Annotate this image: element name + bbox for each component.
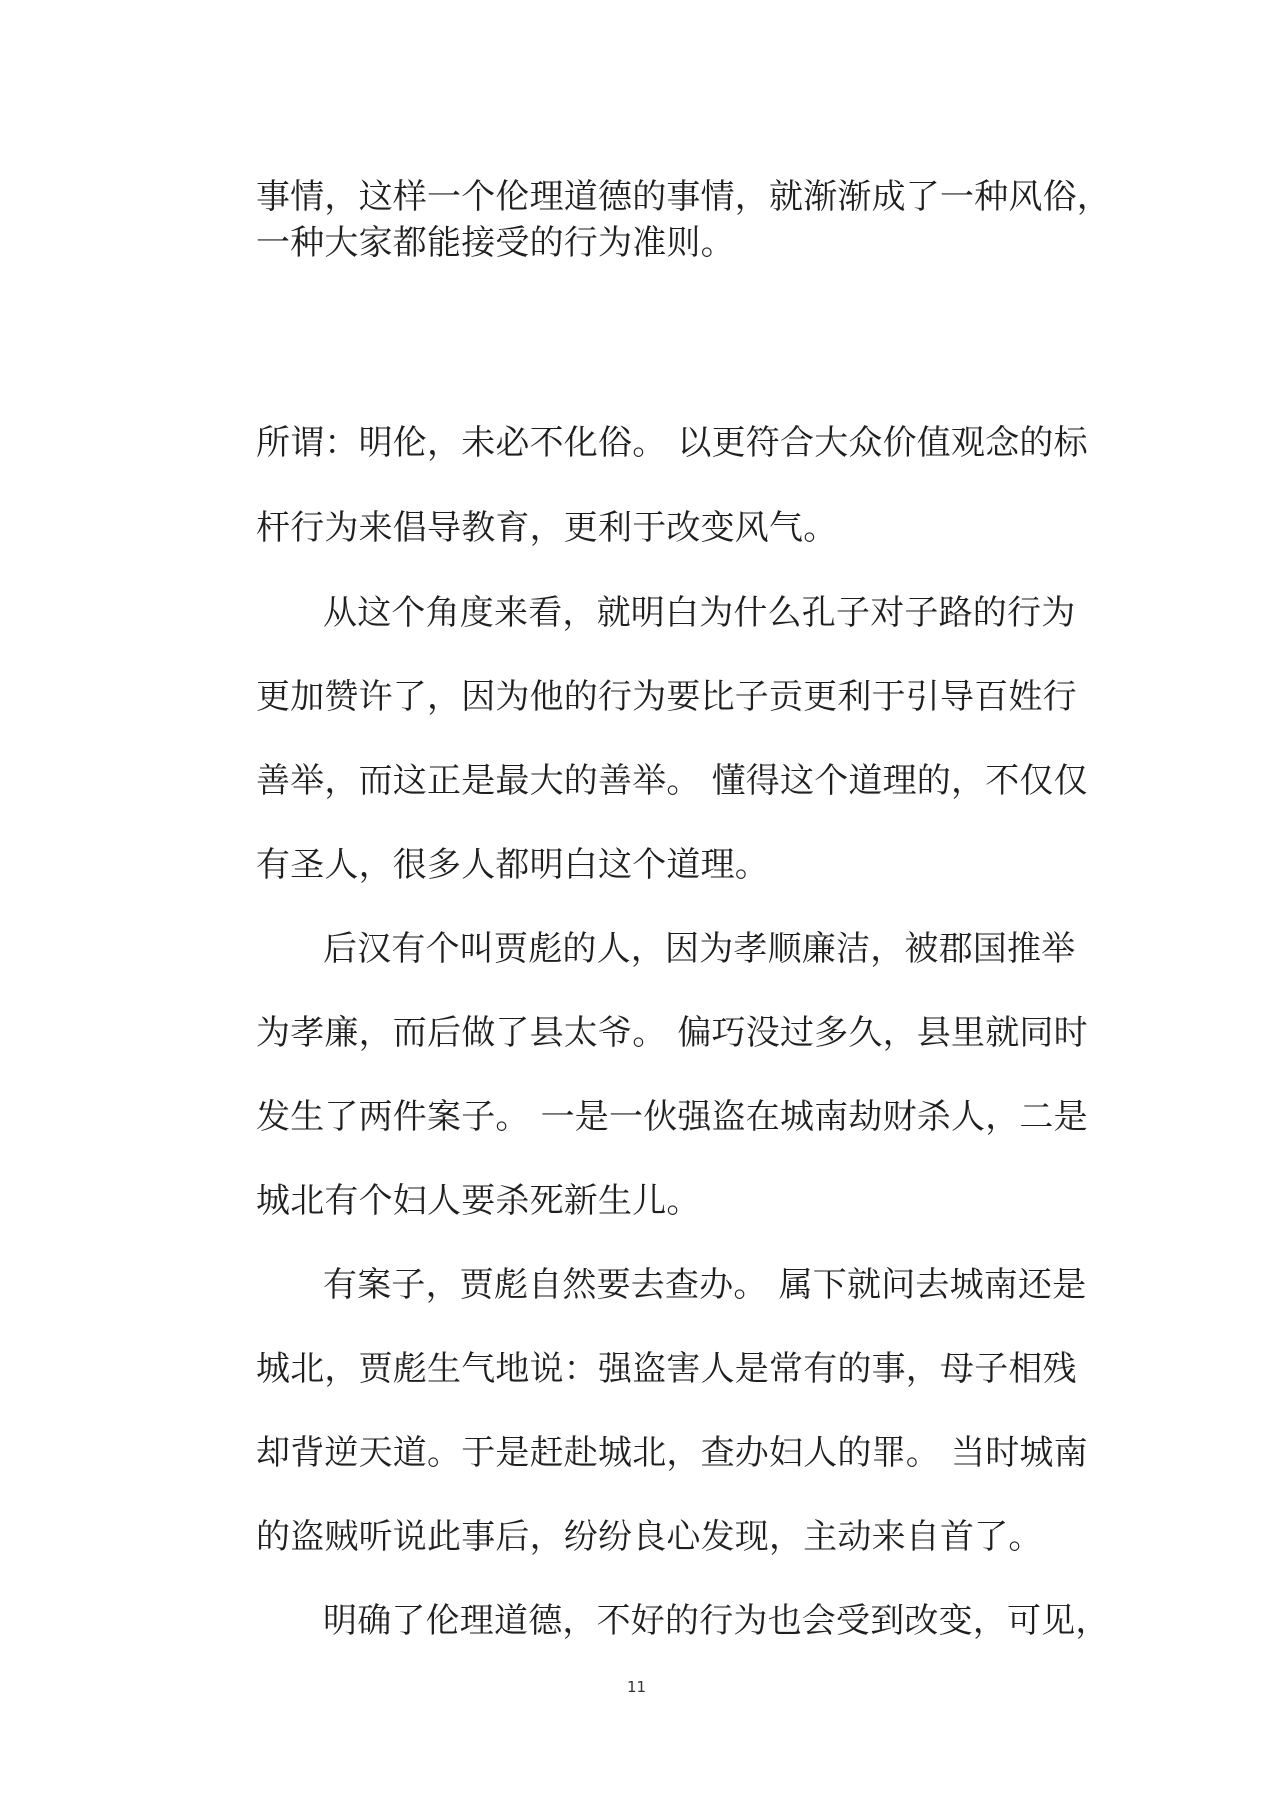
page-number: 11	[626, 1678, 647, 1696]
paragraph-first-line: 后汉有个叫贾彪的人，因为孝顺廉洁，被郡国推举	[323, 929, 1076, 969]
paragraph-first-line: 有案子，贾彪自然要去查办。 属下就问去城南还是	[323, 1265, 1087, 1305]
text-line: 城北，贾彪生气地说：强盗害人是常有的事，母子相残	[256, 1349, 1077, 1389]
text-line: 的盗贼听说此事后，纷纷良心发现，主动来自首了。	[256, 1517, 1043, 1557]
text-line: 为孝廉，而后做了县太爷。 偏巧没过多久，县里就同时	[256, 1013, 1088, 1053]
text-line: 善举，而这正是最大的善举。 懂得这个道理的，不仅仅	[256, 761, 1088, 801]
text-line: 杆行为来倡导教育，更利于改变风气。	[256, 508, 838, 548]
paragraph-first-line: 从这个角度来看，就明白为什么孔子对子路的行为	[323, 593, 1076, 633]
text-line: 却背逆天道。于是赶赴城北，查办妇人的罪。 当时城南	[256, 1433, 1088, 1473]
text-line: 事情，这样一个伦理道德的事情，就渐渐成了一种风俗，	[256, 177, 1111, 217]
text-line: 更加赞许了，因为他的行为要比子贡更利于引导百姓行	[256, 677, 1077, 717]
text-line: 所谓：明伦，未必不化俗。 以更符合大众价值观念的标	[256, 423, 1088, 463]
text-line: 有圣人，很多人都明白这个道理。	[256, 845, 769, 885]
text-line: 发生了两件案子。 一是一伙强盗在城南劫财杀人，二是	[256, 1097, 1088, 1137]
text-line: 一种大家都能接受的行为准则。	[256, 223, 735, 263]
paragraph-first-line: 明确了伦理道德，不好的行为也会受到改变，可见，	[323, 1601, 1110, 1641]
text-line: 城北有个妇人要杀死新生儿。	[256, 1181, 701, 1221]
